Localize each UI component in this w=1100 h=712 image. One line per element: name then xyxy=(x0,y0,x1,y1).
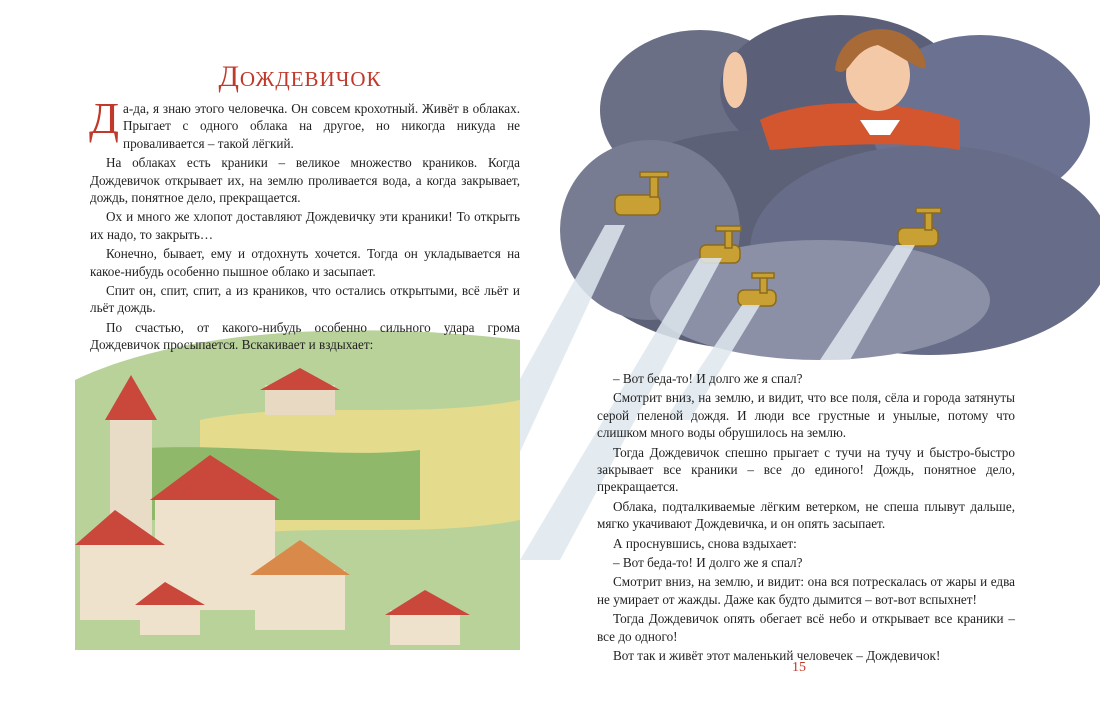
paragraph: На облаках есть краники – великое множество краников. Когда Дождевичок открывает их, на землю проливается вода, а когда закрывает, дождь, понятное дело, прекращается. xyxy=(90,155,520,206)
paragraph: А проснувшись, снова вздыхает: xyxy=(613,535,797,551)
page-number: 15 xyxy=(792,660,806,675)
story-title: Дождевичок xyxy=(218,60,382,93)
paragraph: Тогда Дождевичок спешно прыгает с тучи на тучу и быстро-быстро закрывает все краники – все до единого! Дождь, понятное дело, прекращается. xyxy=(597,444,1015,495)
paragraph: Смотрит вниз, на землю, и видит, что все поля, сёла и города затянуты серой пеленой дождя. И люди все грустные и унылые, потому что слишком много воды обрушилось на землю. xyxy=(597,390,1015,441)
right-text-column xyxy=(597,370,1015,667)
paragraph: Тогда Дождевичок опять обегает всё небо и открывает все краники – все до одного! xyxy=(597,611,1015,644)
first-paragraph-text: а-да, я знаю этого человечка. Он совсем крохотный. Живёт в облаках. Прыгает с одного облака на другое, но никогда никуда не проваливается – такой лёгкий. xyxy=(123,101,520,151)
paragraph: По счастью, от какого-нибудь особенно сильного удара грома Дождевичок просыпается. Вскакивает и вздыхает: xyxy=(90,319,520,353)
paragraph: – Вот беда-то! И долго же я спал? xyxy=(613,555,803,571)
first-paragraph xyxy=(89,94,520,152)
drop-cap: Д xyxy=(89,94,120,143)
village-landscape-illustration xyxy=(75,330,520,650)
paragraph: Облака, подталкиваемые лёгким ветерком, не спеша плывут дальше, мягко укачивают Дождевичка, и он опять засыпает. xyxy=(597,498,1015,532)
paragraph: Конечно, бывает, ему и отдохнуть хочется. Тогда он укладывается на какое-нибудь особенно пышное облако и засыпает. xyxy=(90,246,520,279)
paragraph: Вот так и живёт этот маленький человечек – Дождевичок! xyxy=(613,648,941,664)
paragraph: Спит он, спит, спит, а из краников, что остались открытыми, всё льёт и льёт дождь. xyxy=(90,283,520,316)
paragraph: Ох и много же хлопот доставляют Дождевичку эти краники! То открыть их надо, то закрыть… xyxy=(90,209,520,242)
paragraph: – Вот беда-то! И долго же я спал? xyxy=(613,371,803,386)
storm-cloud-illustration xyxy=(560,15,1100,360)
paragraph: Смотрит вниз, на землю, и видит: она вся потрескалась от жары и едва не умирает от жажды. Даже как будто дымится – вот-вот вспыхнет! xyxy=(597,574,1015,607)
left-text-column xyxy=(89,94,520,356)
